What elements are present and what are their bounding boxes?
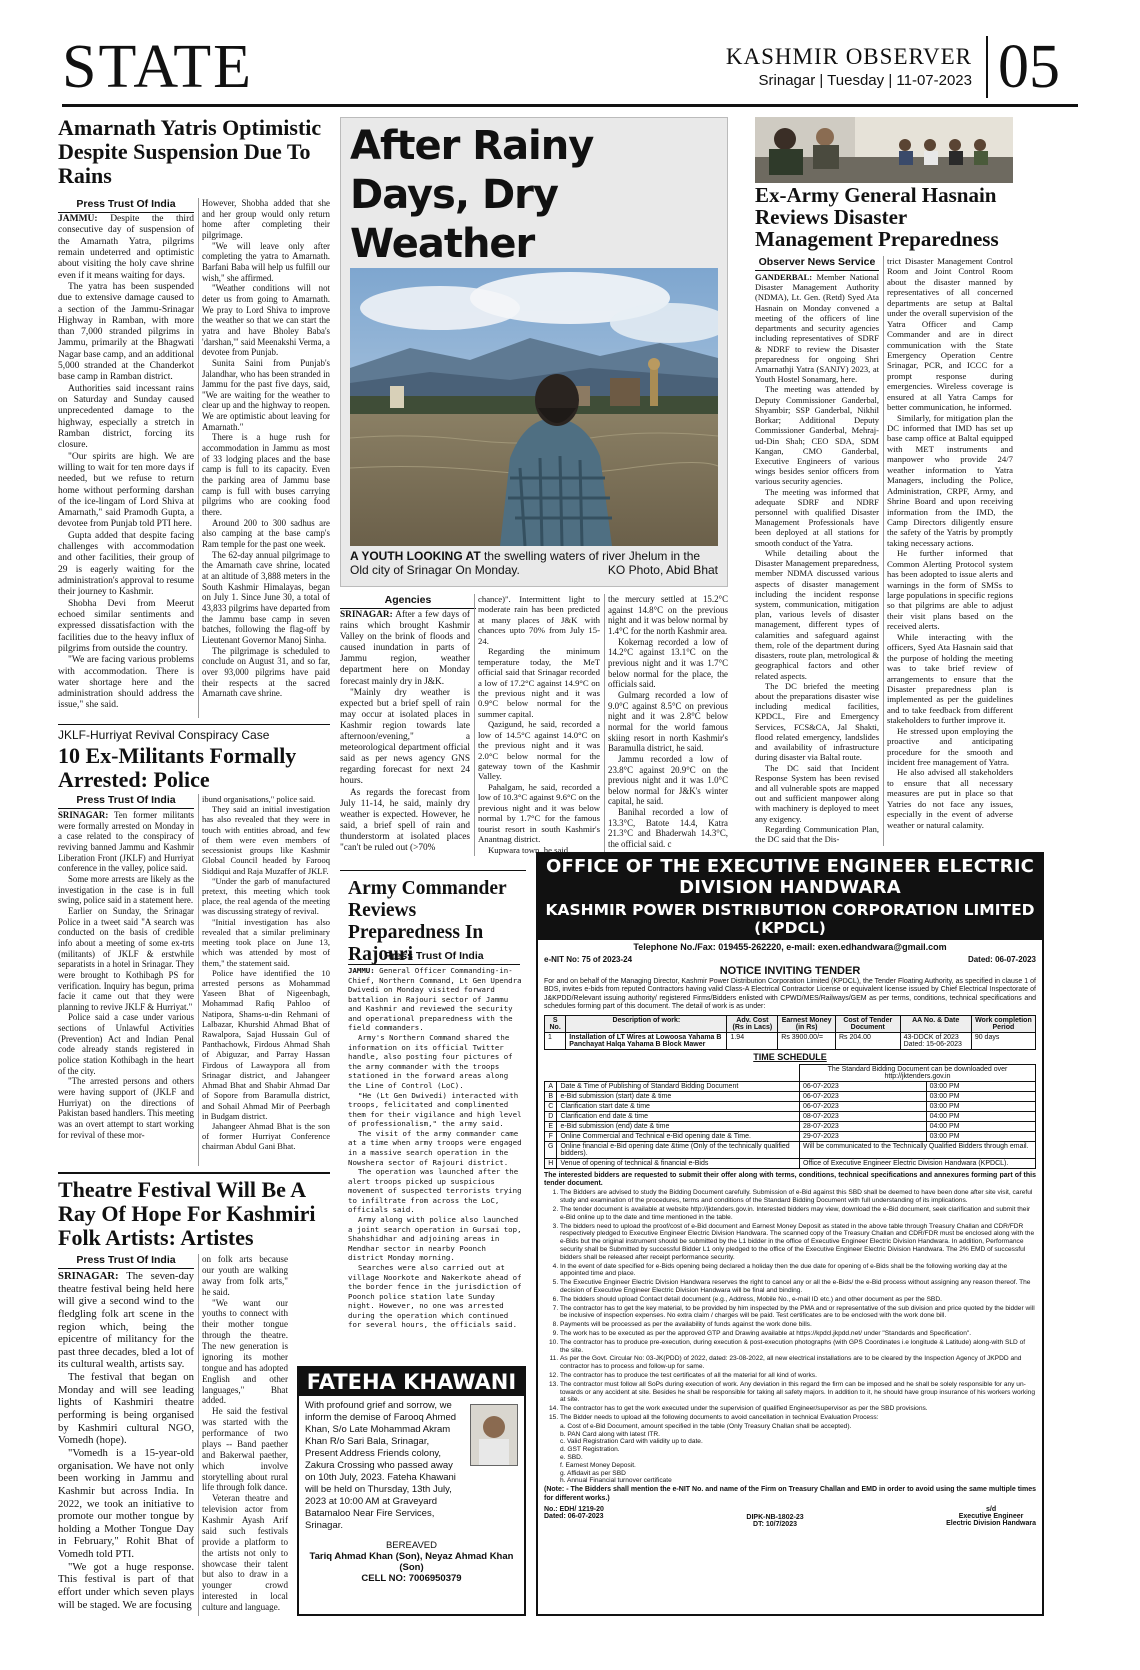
paragraph: Police said a case under various sections of Unlawful Activities (Prevention) Act and Indian Penal code already stands registered in police station Kothibagh in the heart of the city. — [58, 1012, 194, 1076]
schedule-label: Online financial e-Bid opening date &time (Only of the technically qualified bidders). — [557, 1141, 800, 1158]
paragraph: Authorities said incessant rains on Saturday and Sunday caused unprecedented damage to the highway, especially a stretch in Ramban district, forcing its closure. — [58, 383, 194, 451]
doc-item: c. Valid Registration Card with validity up to date. — [560, 1438, 703, 1446]
doc-item: e. SBD. — [560, 1453, 583, 1461]
paragraph: The 62-day annual pilgrimage to the Amarnath cave shrine, located at an altitude of 3,888 meters in the South Kashmir Himalayas, began on July 1. Since June 30, a total of 43,833 pilgrims have departed from the Jammu base camp in seven batches, following the flag-off by Lieutenant Governor Manoj Sinha. — [202, 549, 330, 645]
work-table — [544, 1015, 1036, 1050]
paragraph: Kokernag recorded a low of 14.2°C against 13.1°C on the previous night and it was 1.7°C below normal for the place, the officials said. — [608, 636, 728, 690]
militants-byline: Press Trust Of India — [58, 794, 194, 809]
schedule-label: Date & Time of Publishing of Standard Bidding Document — [557, 1081, 800, 1091]
paragraph: Around 200 to 300 sadhus are also camping at the base camp's Ram temple for the past one week. — [202, 517, 330, 549]
paragraph: While interacting with the officers, Syed Ata Hasnain said that the purpose of holding the meeting was to take brief review of arrangements to ensure that the Disaster preparedness plan is implemented as per the guidelines and to take feedback from different stakeholders to further improve it. — [887, 631, 1013, 726]
term-item: 14. The contractor has to get the work executed under the supervision of qualified Engineer/supervisor as per the SBD provisions. — [560, 1405, 1036, 1413]
amarnath-article — [58, 116, 330, 193]
ad-intro: For and on behalf of the Managing Director, Kashmir Power Distribution Corporation Limited (KPDCL), the Tender Floating Authority, as specified in clause 1 of BDS, invites e-bids from reputed Contractors having valid Class-A Electrical Contractor License or equivalent license issued by Chief Electrical Inspectorate of J&KPDD/Relevant issuing authority/ registered Firms/Bidders enlisted with CPWD/MES/Railways/GEM as per terms, conditions, technical specifications and schedules forming part of this document. The detail of work is as under: — [544, 978, 1036, 1011]
doc-item: b. PAN Card along with latest ITR. — [560, 1430, 660, 1438]
paragraph: "The arrested persons and others were having support of (JKLF and Hurriyat) on the directions of Pakistan based handlers. This meeting was an overt attempt to start working for revival of these mor- — [58, 1076, 194, 1140]
army-byline: Press Trust Of India — [348, 950, 520, 965]
paragraph: "We are facing various problems with accommodation. There is water shortage here and the administration should address the issue," she said. — [58, 655, 194, 711]
paragraph: trict Disaster Management Control Room and Joint Control Room about the disaster manned by representatives of all concerned departments are setup at Baltal under the overall supervision of the Yatra Officer and Camp Commander and are in direct communication with the State Emergency Operation Centre Srinagar, PCR, and ICCC for a prompt response during emergencies. Wireless coverage is ensured at all Yatra Camps for better communication, he informed. — [887, 256, 1013, 413]
column-divider — [198, 198, 199, 718]
fateha-body: With profound grief and sorrow, we inform the demise of Farooq Ahmed Khan, S/o Late Mohammad Akram Khan R/o Sari Bala, Srinagar, Present Address Friends colony, Zakura Crossing who passed away on 10th July, 2023. Fateha Khawani will be held on Thursday, 13th July, 2023 at 10:00 AM at Graveyard Batamaloo Near Fire Services, Srinagar. — [305, 1400, 457, 1531]
hasnain-byline: Observer News Service — [755, 256, 879, 271]
paragraph: Jammu recorded a low of 23.8°C against 20.9°C on the previous night and it was 1.0°C below normal for J&K's winter capital, he said. — [608, 753, 728, 807]
paragraph: JAMMU: Despite the third consecutive day of suspension of the Amarnath Yatra, pilgrims remain undeterred and optimistic about visiting the holy cave shrine even if it means waiting for days. — [58, 214, 194, 281]
section-title: STATE — [62, 33, 254, 101]
section-divider — [58, 724, 330, 725]
dateline: JAMMU: — [58, 214, 98, 224]
paragraph: He stressed upon employing the proactive and anticipating procedure for the smooth and incident free management of Yatra. — [887, 725, 1013, 767]
paragraph: ibund organisations," police said. — [202, 794, 316, 804]
term-item: 3. The bidders need to upload the proof/cost of e-Bid document and Earnest Money Deposit as stated in the above table through Treasury Challan and CDR/FDR respectively pledged to Executive Engineer Electric Division Handwara. The scanned copy of the Treasury Challan and CDR/FDR must be enclosed along with the e-Bids but the original instrument should be submitted by the L1 bidder in the office of Executive Engineer Electric Division Handwara. In addition, Performance security shall be Submitted by successful Bidder L1 only pledged to the office of the Executive Engineer Electric Division Handwara. The 2% EMD of successful bidders shall be released after receipt performance security. — [560, 1223, 1036, 1262]
schedule-row — [545, 1091, 1036, 1101]
ad-contact: Telephone No./Fax: 019455-262220, e-mail: exen.edhandwara@gmail.com — [633, 942, 947, 952]
paragraph: He also advised all stakeholders to ensure that all necessary measures are put in place so that Yatries do not face any issues, especially in the event of adverse weather or natural calamity. — [887, 767, 1013, 830]
paragraph: The festival that began on Monday and will see leading lights of Kashmiri theatre performing is being organised by Kashmiri cultural NGO, Vomedh (hope). — [58, 1371, 194, 1447]
schedule-label: Clarification end date & time — [557, 1111, 800, 1121]
photo-caption — [350, 549, 718, 577]
schedule-row — [545, 1158, 1036, 1168]
doc-item: g. Affidavit as per SBD — [560, 1469, 626, 1477]
paragraph: He further informed that Common Alerting Protocol system has been adopted to issue alerts and warnings in the form of SMSs to large populations in specific regions so that pilgrims are able to adjust their visit plans based on the received alerts. — [887, 548, 1013, 632]
paragraph: Shobha Devi from Meerut echoed similar sentiments and expressed dissatisfaction with the facilities due to the heavy influx of pilgrims from outside the country. — [58, 598, 194, 654]
ad-ref-number: No.: EDH/ 1219-20 — [544, 1505, 604, 1513]
paragraph: Veteran theatre and television actor from Kashmir Ayash Arif said such festivals provide a platform to the artists not only to showcase their talent but also to draw in a younger crowd interested in local culture and language. — [202, 1493, 288, 1612]
schedule-table — [544, 1064, 1036, 1169]
paragraph: Pahalgam, he said, recorded a low of 10.3°C against 9.6°C on the previous night and it was below normal by 1.7°C for the famous tourist resort in south Kashmir's Anantnag district. — [478, 781, 600, 845]
paragraph: He said the festival was started with the performance of two plays -- Band paether and Bakerwal paether, which involve storytelling about rural life through folk dance. — [202, 1406, 288, 1493]
paragraph: Kupwara town, he said, — [488, 844, 571, 855]
paragraph: Police have identified the 10 arrested persons as Mohammad Yaseen Bhat of Nigeenbagh, Mohammad Rafiq Pahloo of Natipora, Shams-u-din Rehmani of Lalbazar, Khurshid Ahmad Bhat of Rawalpora, Sajad Hussain Gul of Panthachowk, Firdous Ahmad Shah of Abiguzar, and Parray Hassan Firdous of Lawaypora all from Srinagar district, and Jahangeer Ahmad Bhat and Shabir Ahmad Dar of Sopore from Baramulla district, and Sohail Ahmad Mir of Peerbagh in Budgam district. — [202, 967, 330, 1121]
work-table-row — [545, 1032, 1036, 1049]
paragraph: The operation was launched after the alert troops picked up suspicious movement of suspected terrorists trying to infiltrate from across the LoC, officials said. — [348, 1167, 522, 1215]
schedule-k: A — [545, 1081, 557, 1091]
portrait-illustration — [471, 1405, 517, 1465]
caption-text: the swelling waters of river Jhelum in the Old city of Srinagar On Monday. — [350, 549, 701, 577]
term-item: 12. The contractor has to produce the test certificates of all the material for all kind of works. — [560, 1372, 1036, 1380]
paragraph: "Under the garb of manufactured pretext, this meeting which took place, the real agenda of the meeting was discussing strategy of revival. — [202, 875, 330, 917]
paragraph: "Vomedh is a 15-year-old organisation. We have not only been working in Jammu and Kashmir but across India. In 2022, we took an initiative to promote our mother tongue by holding a Mother Tongue Day in February," Rohit Bhat of Vomedh told PTI. — [58, 1446, 194, 1561]
paragraph: The meeting was attended by Deputy Commissioner Ganderbal, Shyambir; SSP Ganderbal, Nikhil Borkar; Additional Deputy Commissioner Ganderbal, Mehraj-ud-Din Shah; CEO SDA, SDM Kangan, CMO Ganderbal, Executive Engineers of various wings besides senior officers from various security agencies. — [755, 384, 879, 487]
schedule-date: 06-07-2023 — [800, 1091, 927, 1101]
jhelum-photo-illustration — [350, 268, 718, 546]
dateline: SRINAGAR: — [340, 610, 393, 620]
schedule-time: 03:00 PM — [926, 1131, 1035, 1141]
paragraph: The yatra has been suspended due to extensive damage caused to a section of the Jammu-Srinagar Highway in Ramban, with more than 7,000 stranded pilgrims in Jammu, primarily at the Bhagwati Nagar base camp, and an additional 5,000 stranded at the Chanderkot base camp in Ramban district. — [58, 281, 194, 383]
amarnath-col1 — [58, 214, 194, 712]
ad-date: Dated: 06-07-2023 — [967, 955, 1036, 964]
fateha-notice — [297, 1366, 526, 1616]
work-header-cell: Earnest Money (in Rs) — [778, 1015, 836, 1032]
work-header-cell: S No. — [545, 1015, 566, 1032]
schedule-label: Online Commercial and Technical e-Bid opening date & Time. — [557, 1131, 800, 1141]
schedule-time: 03:00 PM — [926, 1101, 1035, 1111]
paragraph: SRINAGAR: The seven-day theatre festival being held here will give a second wind to the fledgling folk art scene in the region which, being the epicentre of militancy for the past three decades, bled a lot of its cultural wealth, artists say. — [58, 1270, 194, 1371]
page-number: 05 — [986, 36, 1060, 98]
weather-col1 — [340, 610, 470, 854]
work-header-cell: Description of work: — [566, 1015, 727, 1032]
army-body — [348, 966, 524, 1330]
paragraph: Army along with police also launched a joint search operation in Gursai top, Shahshidhar and adjoining areas in Mendhar sector in nearby Poonch district Monday morning. — [348, 1215, 522, 1263]
term-item: 10. The contractor has to produce pre-execution, during execution & post-execution photographs (with GPS Coordinates i.e longitude & Latitude) along-with SLD of the site. — [560, 1339, 1036, 1355]
paragraph: SRINAGAR: After a few days of rains which brought Kashmir Valley on the brink of floods and caused inundation in parts of Jammu region, weather department here on Monday forecast mainly dry in J&K. — [340, 610, 470, 687]
paragraph: Earlier on Sunday, the Srinagar Police in a tweet said "A search was conducted on the basis of credible info about a meeting of some ex-trts (militants) of JKLF & erstwhile separatists in a hotel in Srinagar. They were brought to Kothibagh PS for verification. Inquiry has begun, prima facie it came out that they were planning to revive JKLF & Hurriyat." — [58, 905, 194, 1012]
weather-headline: After Rainy Days, Dry Weather — [350, 123, 594, 267]
paragraph: Regarding the minimum temperature today, the MeT official said that Srinagar recorded a low of 17.2°C against 14.9°C on the previous night and it was 0.9°C below normal for the summer capital. — [478, 646, 600, 719]
work-cell: Installation of LT Wires at Lowoosa Yahama B Panchayat Halqa Yahama B Block Mawer — [566, 1032, 727, 1049]
theatre-col1 — [58, 1270, 194, 1611]
paragraph: "Initial investigation has also revealed that a similar preliminary meeting took place on June 13, which was attended by most of them," the statement said. — [202, 916, 330, 968]
term-item: 1. The Bidders are advised to study the Bidding Document carefully. Submission of e-Bid against this SBD shall be deemed to have been done after site visit, careful study and examination of the procedures, terms and conditions of the Standard Bidding Document with full understanding of its implications. — [560, 1189, 1036, 1205]
ad-office-title: OFFICE OF THE EXECUTIVE ENGINEER ELECTRIC DIVISION HANDWARA — [538, 854, 1042, 900]
schedule-title: TIME SCHEDULE — [753, 1051, 827, 1062]
schedule-k: B — [545, 1091, 557, 1101]
paper-name: KASHMIR OBSERVER — [725, 44, 972, 69]
militants-headline: 10 Ex-Militants Formally Arrested: Police — [58, 743, 297, 792]
militants-col1 — [58, 810, 194, 1140]
schedule-k: E — [545, 1121, 557, 1131]
term-item: 7. The contractor has to get the key material, to be provided by him inspected by the PMA and or representative of the sub division and price quoted by the bidder will be inclusive of inspection expenses. No extra claim / charges will be paid. Test certificates are to be enclosed with the work done bill. — [560, 1305, 1036, 1321]
schedule-k: G — [545, 1141, 557, 1158]
paragraph: Army's Northern Command shared the information on its official Twitter handle, also posting four pictures of the army commander with the troops stationed in the forward areas along the Line of Control (LoC). — [348, 1033, 513, 1090]
fateha-title: FATEHA KHAWANI — [299, 1368, 524, 1396]
paragraph: Gupta added that despite facing challenges with accommodation and other facilities, their group of 29 is eagerly waiting for the administration's approval to resume their journey to Kashmir. — [58, 530, 194, 598]
hasnain-col1 — [755, 272, 879, 844]
schedule-date: Office of Executive Engineer Electric Division Handwara (KPDCL). — [800, 1158, 1036, 1168]
column-divider — [474, 594, 475, 856]
paragraph: The DC briefed the meeting about the preparations disaster wise including medical facilities, KPDCL, Fire and Emergency Services, FCS&CA, Jal Shakti, flood related emergency, landslides and availability of infrastructure during disaster via Baltal route. — [755, 680, 879, 763]
schedule-row — [545, 1101, 1036, 1111]
militants-kicker: JKLF-Hurriyat Revival Conspiracy Case — [58, 728, 270, 742]
weather-byline: Agencies — [340, 594, 476, 609]
schedule-time: 03:00 PM — [926, 1091, 1035, 1101]
schedule-row — [545, 1131, 1036, 1141]
term-item: 11. As per the Govt. Circular No: 03-JK(PDD) of 2022, dated: 23-08-2022, all new electrical installations are to be cleared by the Inspection Agency of JKPDD and contractor has to process and follow-up for same. — [560, 1355, 1036, 1371]
dateline: SRINAGAR: — [58, 1270, 119, 1282]
terms-list — [538, 1189, 1042, 1421]
ad-dt: DT: 10/7/2023 — [753, 1520, 797, 1528]
work-cell: 1 — [545, 1032, 566, 1049]
ad-corp-title: KASHMIR POWER DISTRIBUTION CORPORATION LIMITED (KPDCL) — [538, 900, 1042, 940]
paragraph: Jahangeer Ahmad Bhat is the son of former Hurriyat Conference chairman Abdul Gani Bhat. — [202, 1121, 330, 1152]
paragraph: chance)". Intermittent light to moderate rain has been predicted at many places of J&K with chances upto 70% from July 15-24. — [478, 594, 600, 646]
paragraph: Banihal recorded a low of 13.3°C, Batote 14.4, Katra 21.3°C and Bhaderwah 14.3°C, the official said. c — [608, 807, 728, 850]
work-header-cell: Adv. Cost (Rs in Lacs) — [727, 1015, 778, 1032]
dateline: JAMMU: — [348, 966, 375, 975]
ad-nit-number: e-NIT No: 75 of 2023-24 — [544, 955, 633, 964]
paragraph: "Mainly dry weather is expected but a brief spell of rain may occur at isolated places in Kashmir region towards late afternoon/evening," a meteorological department official said as per news agency GNS regarding forecast for next 24 hours. — [340, 687, 470, 787]
paragraph: Similarly, for mitigation plan the DC informed that IMD has set up base camp office at Baltal equipped with MET instruments and manpower who provide 24/7 weather information to Yatra Managers, including the Police, Administration, CRPF, Army, and Shrine Board and upon receiving information from the IMD, the Camp Directors diligently ensure the safety of the Yatris by promptly taking necessary actions. — [887, 412, 1013, 548]
paragraph: "Weather conditions will not deter us from going to Amarnath. We pray to Lord Shiva to improve the weather so that we can start the yatra and have Bholey Baba's 'darshan,'" said Meenakshi Verma, a devotee from Punjab. — [202, 283, 330, 358]
masthead-rule — [62, 104, 1078, 107]
schedule-time: 04:00 PM — [926, 1121, 1035, 1131]
paragraph: Regarding Communication Plan, the DC said that the Dis- — [755, 823, 879, 845]
schedule-k: D — [545, 1111, 557, 1121]
work-cell: Rs 3900.00/= — [778, 1032, 836, 1049]
ad-note: (Note: - The Bidders shall mention the e-NIT No. and name of the Firm on Treasury Challan and EMD in order to avoid using the same multiple times for different works.) — [544, 1486, 1036, 1502]
portrait-photo — [470, 1404, 518, 1466]
paragraph: The visit of the army commander came at a time when army troops were engaged in a massive search operation in the Nowshera sector of Rajouri district. — [348, 1128, 522, 1167]
column-divider — [198, 794, 199, 1166]
photo-credit: KO Photo, Abid Bhat — [607, 563, 718, 577]
doc-item: h. Annual Financial turnover certificate — [560, 1477, 672, 1485]
ad-ref-date: Dated: 06-07-2023 — [544, 1512, 604, 1520]
doc-item: f. Earnest Money Deposit. — [560, 1461, 636, 1469]
schedule-time: 04:00 PM — [926, 1111, 1035, 1121]
jhelum-photo — [350, 268, 718, 546]
term-item: 4. In the event of date specified for e-Bids opening being declared a holiday then the due date for opening of e-Bids shall be the following working day at the appointed time and place. — [560, 1263, 1036, 1279]
paragraph: "He (Lt Gen Dwivedi) interacted with troops, felicitated and complimented them for their vigilance and high level of professionalism," the army said. — [348, 1090, 522, 1129]
schedule-time: 03:00 PM — [926, 1081, 1035, 1091]
theatre-headline: Theatre Festival Will Be A Ray Of Hope For Kashmiri Folk Artists: Artistes — [58, 1177, 316, 1250]
schedule-row — [545, 1121, 1036, 1131]
ad-signatory-office: Electric Division Handwara — [946, 1519, 1036, 1527]
ad-signatory: Executive Engineer — [958, 1512, 1024, 1520]
schedule-date: 29-07-2023 — [800, 1131, 927, 1141]
army-headline: Army Commander Reviews Preparedness In Rajouri — [348, 878, 507, 965]
paragraph: "We want our youths to connect with their mother tongue through the theatre. The new generation is ignoring its mother tongue and has adopted English and other languages," Bhat added. — [202, 1297, 288, 1406]
paper-date: Srinagar | Tuesday | 11-07-2023 — [758, 72, 972, 89]
paragraph: "Our spirits are high. We are willing to wait for ten more days if needed, but we refuse to return home without performing darshan of the ice-lingam of Lord Shiva at Amarnath," said Pramodh Gupta, a devotee from Punjab told PTI here. — [58, 451, 194, 530]
paragraph: "We got a huge response. This festival is part of that effort under which seven plays will be staged. We are focusing — [58, 1560, 194, 1611]
term-item: 9. The work has to be executed as per the approved GTP and Drawing available at https://kpdcl.jkpdd.net/ under "Standards and Specification". — [560, 1330, 1036, 1338]
paragraph: GANDERBAL: Member National Disaster Management Authority (NDMA), Lt. Gen. (Retd) Syed Ata Hasnain on Monday convened a meeting of the officers of line departments and security agencies including representatives of SDRF & NDRF to review the Disaster preparedness for ongoing Shri Amarnathji Yatra (SANJY) 2023, at Youth Hostel Sonamarg, here. — [755, 272, 879, 385]
dateline: SRINAGAR: — [58, 810, 109, 820]
paragraph: JAMMU: General Officer Commanding-in-Chief, Northern Command, Lt Gen Upendra Dwivedi on Monday visited forward battalion in Rajouri sector of Jammu and Kashmir and reviewed the security and operational preparedness with the field commanders. — [348, 966, 522, 1033]
work-cell: 43-DDCK of 2023 Dated: 15-06-2023 — [900, 1032, 971, 1049]
schedule-k: C — [545, 1101, 557, 1111]
work-header-cell: Work completion Period — [971, 1015, 1035, 1032]
work-cell: 1.94 — [727, 1032, 778, 1049]
paragraph: Some more arrests are likely as the investigation in the case is in full swing, police said in a statement here. — [58, 873, 194, 906]
column-divider — [198, 1254, 199, 1616]
term-item: 13. The contractor must follow all SoPs during execution of work. Any deviation in this regard the firm can be imposed and he shall be solely responsible for any un-towards or any accident at site. Besides he shall be responsible for taking all safety majors. In addition to it, he should have group insurance of his workers working at site. — [560, 1381, 1036, 1404]
paragraph: Searches were also carried out at village Noorkote and Nakerkote ahead of the border fence in the jurisdiction of Poonch police station late Sunday night. However, no one was arrested during the operation which continued for several hours, the officials said. — [348, 1262, 522, 1330]
paragraph: on folk arts because our youth are walking away from folk arts," he said. — [202, 1254, 288, 1297]
paragraph: Sunita Saini from Punjab's Jalandhar, who has been stranded in Jammu for the past five days, said, "We are waiting for the weather to clear up and the highway to reopen. We are optimistic about leaving for Amarnath." — [202, 357, 330, 432]
caption-lead: A YOUTH LOOKING AT — [350, 549, 481, 563]
paragraph: The pilgrimage is scheduled to conclude on August 31, and so far, over 93,000 pilgrims have paid their respects at the sacred Amarnath cave shrine. — [202, 645, 330, 699]
schedule-note-row — [545, 1064, 1036, 1081]
paragraph: SRINAGAR: Ten former militants were formally arrested on Monday in a case related to the conspiracy of reviving banned Jammu and Kashmir Liberation Front (JKLF) and Hurriyat conference in the valley, police said. — [58, 810, 194, 874]
ad-notice-title: NOTICE INVITING TENDER — [719, 965, 861, 977]
work-header-cell: Cost of Tender Document — [835, 1015, 900, 1032]
weather-col3 — [608, 594, 728, 850]
paragraph: the mercury settled at 15.2°C against 14.8°C on the previous night and it was below normal by 1.4°C for the north Kashmir area. — [608, 594, 728, 636]
paragraph: Gulmarg recorded a low of 9.0°C against 8.5°C on previous night and it was 2.8°C below normal for the world famous skiing resort in north Kashmir's Baramulla district, he said. — [608, 689, 728, 754]
schedule-k: F — [545, 1131, 557, 1141]
work-table-header — [545, 1015, 1036, 1032]
paragraph: The DC said that Incident Response System has been revised and all vulnerable spots are mapped out and sufficient manpower along with machinery is deployed to meet any exigency. — [755, 762, 879, 824]
fateha-cell: CELL NO: 7006950379 — [361, 1573, 462, 1584]
work-cell: Rs 204.00 — [835, 1032, 900, 1049]
amarnath-byline: Press Trust Of India — [58, 198, 194, 213]
theatre-byline: Press Trust Of India — [58, 1254, 194, 1269]
paragraph: They said an initial investigation has also revealed that they were in touch with entities abroad, and few of them were even members of secessionist groups like Kashmir Global Council headed by Farooq Siddiqui and Raja Muzaffer of JKLF. — [202, 804, 330, 876]
schedule-date: 06-07-2023 — [800, 1081, 927, 1091]
hasnain-headline: Ex-Army General Hasnain Reviews Disaster Management Preparedness — [755, 183, 999, 251]
hasnain-col2 — [887, 256, 1013, 830]
paragraph: While detailing about the Disaster Management preparedness, member NDMA discussed various aspects of disaster management including the incident response system, communication, mitigation plan, various levels of disaster management, different types of calamities and safeguard against them, role of the department during disasters, route plan, metrological & geographical factors and other related aspects. — [755, 547, 879, 681]
meeting-photo — [755, 117, 1013, 183]
work-header-cell: AA No. & Date — [900, 1015, 971, 1032]
doc-item: a. Cost of e-Bid Document, amount specified in the table (Only Treasury Challan shall be accepted). — [560, 1422, 852, 1430]
ad-interested: The interested bidders are requested to submit their offer along with terms, conditions, technical specifications and annexures forming part of this tender document. — [544, 1171, 1036, 1188]
paragraph: "We will leave only after completing the yatra to Amarnath. Barfani Baba will help us fulfill our wish," she affirmed. — [202, 240, 330, 283]
amarnath-headline: Amarnath Yatris Optimistic Despite Suspension Due To Rains — [58, 115, 322, 188]
militants-col2 — [202, 794, 330, 1152]
schedule-row — [545, 1081, 1036, 1091]
term-item: 15. The Bidder needs to upload all the following documents to avoid cancellation in technical Evaluation Process: — [560, 1414, 1036, 1422]
term-item: 2. The tender document is available at website http://jktenders.gov.in. Interested bidders may view, download the e-Bid document, seek clarification and submit their e-Bid online up to the date and time mentioned in the table. — [560, 1206, 1036, 1222]
term-item: 6. The bidders should upload Contact detail document (e.g., Address, Mobile No., e-mail ID etc.) and other document as per the SBD. — [560, 1296, 1036, 1304]
schedule-k: H — [545, 1158, 557, 1168]
docs-list — [538, 1423, 1042, 1485]
schedule-label: Clarification start date & time — [557, 1101, 800, 1111]
section-divider — [340, 870, 526, 871]
column-divider — [604, 594, 605, 856]
schedule-label: Venue of opening of technical & financial e-Bids — [557, 1158, 800, 1168]
paragraph: Qazigund, he said, recorded a low of 14.5°C against 14.0°C on the previous night and it was 2.0°C below normal for the gateway town of the Kashmir Valley. — [478, 719, 600, 782]
work-cell: 90 days — [971, 1032, 1035, 1049]
doc-item: d. GST Registration. — [560, 1446, 620, 1454]
fateha-names: Tariq Ahmad Khan (Son), Neyaz Ahmad Khan (Son) — [309, 1551, 514, 1573]
schedule-label: e-Bid submission (start) date & time — [557, 1091, 800, 1101]
section-divider — [58, 1172, 330, 1174]
schedule-row — [545, 1141, 1036, 1158]
paragraph: However, Shobha added that she and her group would only return home after completing their pilgrimage. — [202, 198, 330, 240]
schedule-note: The Standard Bidding Document can be downloaded over http://jktenders.gov.in — [800, 1064, 1036, 1081]
term-item: 8. Payments will be processed as per the availability of funds against the work done bills. — [560, 1321, 1036, 1329]
dateline: GANDERBAL: — [755, 272, 813, 282]
schedule-row — [545, 1111, 1036, 1121]
theatre-col2 — [202, 1254, 288, 1613]
schedule-date: Will be communicated to the Technically Qualified Bidders through email. — [800, 1141, 1036, 1158]
paragraph: The meeting was informed that adequate SDRF and NDRF personnel with qualified Disaster Management Professionals have been deployed at all stations for smooth conduct of the Yatra. — [755, 486, 879, 548]
paragraph: As regards the forecast from July 11-14, he said, mainly dry weather is expected. However, he said, a brief spell of rain and thunderstorm at isolated places "can't be ruled out (>70% — [340, 787, 470, 853]
meeting-photo-illustration — [755, 117, 1013, 183]
tender-advertisement — [536, 852, 1044, 1616]
schedule-date: 28-07-2023 — [800, 1121, 927, 1131]
paragraph: There is a huge rush for accommodation in Jammu as most of 33 lodging places and the base camp is full to its capacity. Even the parking area of Jammu base camp is full with buses carrying pilgrims who are cooking food there. — [202, 432, 330, 518]
fateha-bereaved: BEREAVED — [385, 1540, 438, 1551]
term-item: 5. The Executive Engineer Electric Division Handwara reserves the right to cancel any or all the e-Bids/ the e-Bid process without assigning any reason thereof. The decision of Executive Engineer Electric Division Handwara will be final and binding. — [560, 1279, 1036, 1295]
column-divider — [883, 256, 884, 846]
schedule-date: 06-07-2023 — [800, 1101, 927, 1111]
schedule-date: 08-07-2023 — [800, 1111, 927, 1121]
amarnath-col2 — [202, 198, 330, 699]
ad-sign: s/d — [985, 1505, 997, 1513]
weather-col2 — [478, 594, 600, 855]
schedule-label: e-Bid submission (end) date & time — [557, 1121, 800, 1131]
ad-dipk: DIPK-NB-1802-23 — [746, 1513, 804, 1521]
